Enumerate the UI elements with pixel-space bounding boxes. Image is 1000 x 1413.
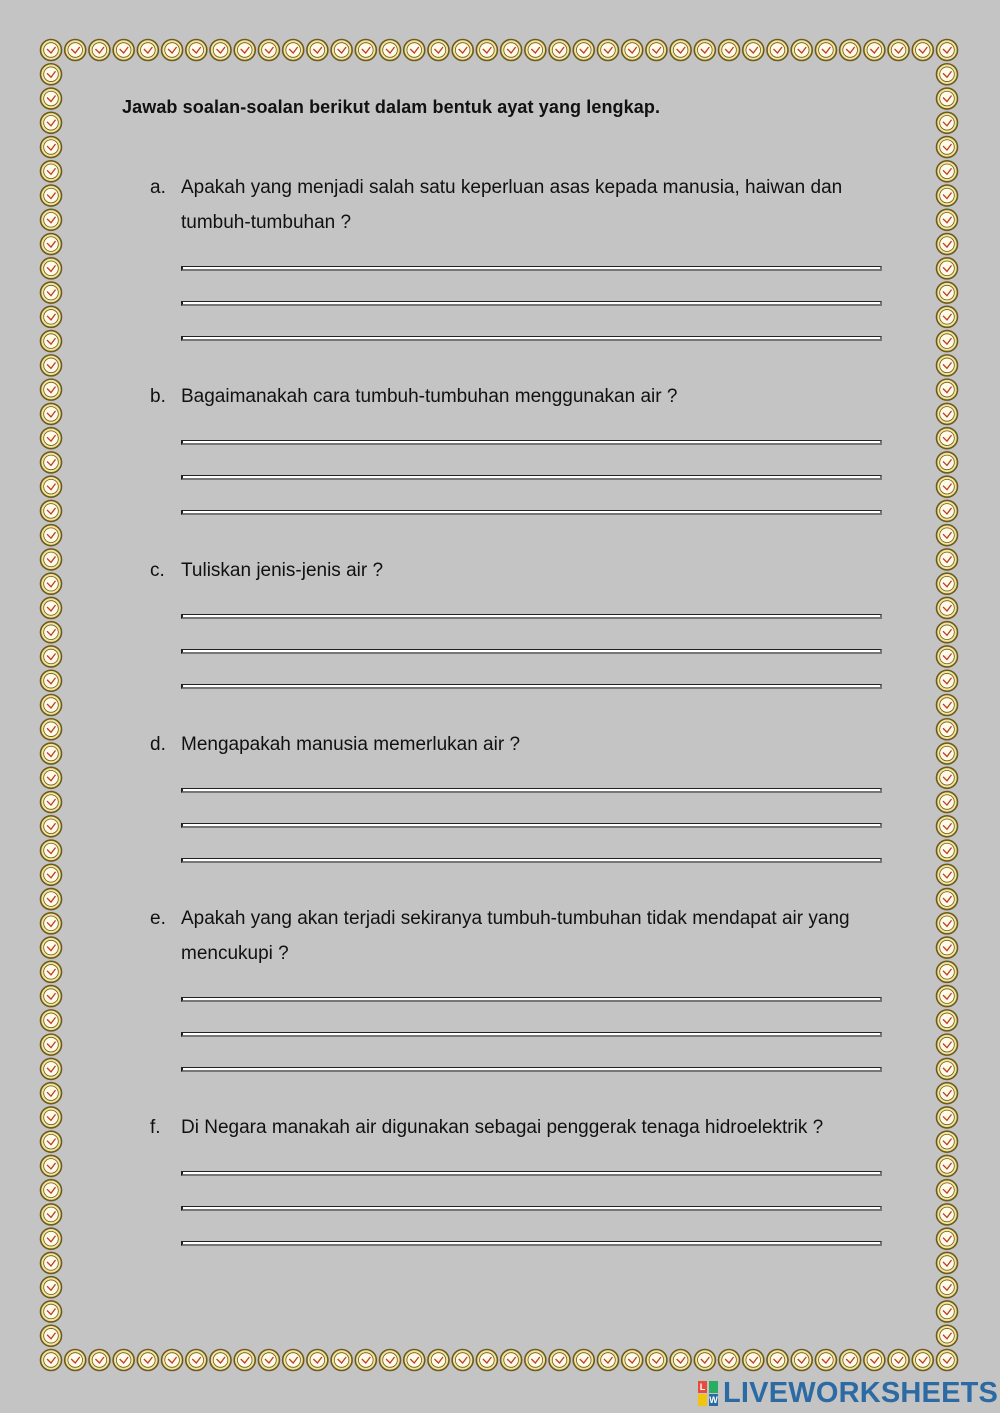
- question-text: Mengapakah manusia memerlukan air ?: [181, 734, 521, 755]
- answer-line[interactable]: [181, 475, 882, 480]
- clock-icon: [937, 1107, 958, 1128]
- clock-icon: [355, 40, 376, 61]
- brand-name: LIVEWORKSHEETS: [723, 1376, 999, 1409]
- clock-icon: [937, 1252, 958, 1273]
- clock-icon: [864, 1350, 885, 1371]
- clock-icon: [476, 40, 497, 61]
- clock-icon: [937, 306, 958, 327]
- clock-icon: [937, 792, 958, 813]
- question-letter: b.: [150, 386, 166, 407]
- clock-icon: [65, 1350, 86, 1371]
- clock-icon: [404, 40, 425, 61]
- question-letter: d.: [150, 734, 166, 755]
- clock-icon: [113, 1350, 134, 1371]
- liveworksheets-logo[interactable]: [698, 1376, 998, 1410]
- answer-line[interactable]: [181, 614, 882, 619]
- question-letter: c.: [150, 560, 165, 581]
- clock-icon: [937, 670, 958, 691]
- clock-icon: [767, 1350, 788, 1371]
- clock-icon: [549, 40, 570, 61]
- clock-icon: [937, 161, 958, 182]
- clock-icon: [41, 282, 62, 303]
- clock-icon: [937, 937, 958, 958]
- answer-line[interactable]: [181, 1032, 882, 1037]
- clock-icon: [791, 1350, 812, 1371]
- clock-icon: [137, 1350, 158, 1371]
- clock-icon: [937, 1180, 958, 1201]
- answer-line[interactable]: [181, 510, 882, 515]
- answer-line[interactable]: [181, 1206, 882, 1211]
- clock-icon: [162, 1350, 183, 1371]
- clock-icon: [428, 1350, 449, 1371]
- clock-icon: [41, 743, 62, 764]
- clock-icon: [937, 282, 958, 303]
- clock-icon: [937, 355, 958, 376]
- clock-icon: [41, 937, 62, 958]
- clock-icon: [41, 1204, 62, 1225]
- clock-icon: [937, 1034, 958, 1055]
- clock-icon: [331, 1350, 352, 1371]
- clock-icon: [937, 1010, 958, 1031]
- answer-line[interactable]: [181, 440, 882, 445]
- clock-icon: [186, 40, 207, 61]
- answer-line[interactable]: [181, 1241, 882, 1246]
- clock-icon: [694, 40, 715, 61]
- answer-line[interactable]: [181, 684, 882, 689]
- clock-icon: [525, 1350, 546, 1371]
- clock-icon: [937, 137, 958, 158]
- clock-icon: [307, 40, 328, 61]
- clock-icon: [65, 40, 86, 61]
- clock-icon: [41, 1083, 62, 1104]
- answer-line[interactable]: [181, 649, 882, 654]
- clock-icon: [234, 40, 255, 61]
- clock-icon: [41, 500, 62, 521]
- clock-icon: [355, 1350, 376, 1371]
- badge-block: [709, 1381, 718, 1393]
- clock-icon: [41, 792, 62, 813]
- clock-icon: [501, 1350, 522, 1371]
- answer-line[interactable]: [181, 1067, 882, 1072]
- clock-icon: [41, 1180, 62, 1201]
- clock-icon: [41, 549, 62, 570]
- clock-icon: [283, 40, 304, 61]
- clock-icon: [622, 40, 643, 61]
- clock-icon: [719, 1350, 740, 1371]
- clock-icon: [937, 379, 958, 400]
- clock-icon: [41, 403, 62, 424]
- clock-icon: [815, 1350, 836, 1371]
- clock-icon: [41, 913, 62, 934]
- clock-icon: [501, 40, 522, 61]
- question-text: Bagaimanakah cara tumbuh-tumbuhan menggunakan air ?: [181, 386, 678, 407]
- clock-icon: [937, 597, 958, 618]
- clock-icon: [41, 864, 62, 885]
- clock-icon: [937, 743, 958, 764]
- clock-icon: [428, 40, 449, 61]
- clock-icon: [41, 161, 62, 182]
- clock-icon: [137, 40, 158, 61]
- answer-line[interactable]: [181, 997, 882, 1002]
- clock-icon: [694, 1350, 715, 1371]
- clock-icon: [162, 40, 183, 61]
- clock-icon: [937, 258, 958, 279]
- clock-icon: [41, 137, 62, 158]
- clock-icon: [89, 40, 110, 61]
- question-text: Tuliskan jenis-jenis air ?: [181, 560, 384, 581]
- clock-icon: [41, 889, 62, 910]
- clock-icon: [888, 1350, 909, 1371]
- answer-line[interactable]: [181, 788, 882, 793]
- question-letter: e.: [150, 908, 166, 929]
- clock-icon: [283, 1350, 304, 1371]
- clock-icon: [767, 40, 788, 61]
- clock-icon: [937, 719, 958, 740]
- clock-icon: [89, 1350, 110, 1371]
- clock-icon: [41, 306, 62, 327]
- question-letter: a.: [150, 177, 166, 198]
- clock-icon: [41, 1325, 62, 1346]
- clock-icon: [937, 185, 958, 206]
- clock-icon: [937, 209, 958, 230]
- clock-icon: [937, 1325, 958, 1346]
- clock-icon: [476, 1350, 497, 1371]
- clock-icon: [791, 40, 812, 61]
- clock-icon: [186, 1350, 207, 1371]
- clock-icon: [573, 1350, 594, 1371]
- clock-icon: [937, 622, 958, 643]
- clock-icon: [41, 961, 62, 982]
- clock-icon: [41, 234, 62, 255]
- badge-block: [698, 1394, 707, 1406]
- clock-icon: [937, 816, 958, 837]
- badge-letter: L: [699, 1382, 706, 1392]
- clock-icon: [41, 695, 62, 716]
- answer-line[interactable]: [181, 858, 882, 863]
- clock-icon: [937, 646, 958, 667]
- clock-icon: [937, 525, 958, 546]
- clock-icon: [41, 355, 62, 376]
- instruction-heading: Jawab soalan-soalan berikut dalam bentuk ayat yang lengkap.: [122, 97, 661, 117]
- clock-icon: [937, 234, 958, 255]
- clock-icon: [234, 1350, 255, 1371]
- clock-icon: [937, 1083, 958, 1104]
- answer-line[interactable]: [181, 823, 882, 828]
- clock-icon: [41, 1107, 62, 1128]
- clock-icon: [41, 719, 62, 740]
- clock-icon: [41, 1131, 62, 1152]
- clock-icon: [937, 428, 958, 449]
- clock-icon: [41, 452, 62, 473]
- clock-icon: [864, 40, 885, 61]
- clock-icon: [743, 1350, 764, 1371]
- clock-icon: [210, 1350, 231, 1371]
- clock-icon: [41, 646, 62, 667]
- clock-icon: [41, 622, 62, 643]
- clock-icon: [573, 40, 594, 61]
- clock-icon: [41, 1252, 62, 1273]
- clock-icon: [937, 767, 958, 788]
- clock-icon: [840, 40, 861, 61]
- clock-icon: [41, 379, 62, 400]
- question-text: Apakah yang menjadi salah satu keperluan asas kepada manusia, haiwan dan tumbuh-tumbuhan ?: [181, 177, 843, 233]
- clock-icon: [41, 767, 62, 788]
- clock-icon: [41, 40, 62, 61]
- clock-icon: [937, 1350, 958, 1371]
- clock-icon: [307, 1350, 328, 1371]
- clock-icon: [41, 1228, 62, 1249]
- clock-icon: [597, 40, 618, 61]
- clock-icon: [937, 476, 958, 497]
- clock-icon: [937, 403, 958, 424]
- clock-icon: [937, 913, 958, 934]
- clock-icon: [41, 840, 62, 861]
- clock-icon: [404, 1350, 425, 1371]
- clock-icon: [41, 670, 62, 691]
- liveworksheets-badge-icon: [698, 1379, 720, 1407]
- clock-icon: [912, 40, 933, 61]
- clock-icon: [840, 1350, 861, 1371]
- clock-icon: [743, 40, 764, 61]
- clock-icon: [258, 1350, 279, 1371]
- clock-icon: [937, 1204, 958, 1225]
- clock-icon: [452, 40, 473, 61]
- question-letter: f.: [150, 1117, 161, 1138]
- clock-icon: [937, 1131, 958, 1152]
- clock-icon: [815, 40, 836, 61]
- clock-icon: [41, 816, 62, 837]
- clock-icon: [525, 40, 546, 61]
- answer-line[interactable]: [181, 1171, 882, 1176]
- clock-icon: [380, 1350, 401, 1371]
- clock-icon: [937, 961, 958, 982]
- question-text: Apakah yang akan terjadi sekiranya tumbuh-tumbuhan tidak mendapat air yang mencukupi ?: [181, 908, 850, 964]
- clock-icon: [41, 331, 62, 352]
- clock-icon: [670, 40, 691, 61]
- clock-icon: [937, 573, 958, 594]
- clock-icon: [41, 986, 62, 1007]
- clock-icon: [937, 1155, 958, 1176]
- badge-letter: W: [709, 1395, 718, 1405]
- question-text: Di Negara manakah air digunakan sebagai penggerak tenaga hidroelektrik ?: [181, 1117, 824, 1138]
- clock-icon: [597, 1350, 618, 1371]
- clock-icon: [331, 40, 352, 61]
- clock-icon: [41, 428, 62, 449]
- clock-icon: [937, 549, 958, 570]
- clock-icon: [41, 1350, 62, 1371]
- clock-icon: [937, 1277, 958, 1298]
- clock-icon: [937, 40, 958, 61]
- answer-line[interactable]: [181, 266, 882, 271]
- clock-icon: [41, 185, 62, 206]
- clock-icon: [41, 476, 62, 497]
- clock-icon: [41, 597, 62, 618]
- clock-icon: [912, 1350, 933, 1371]
- clock-icon: [41, 1034, 62, 1055]
- clock-icon: [937, 864, 958, 885]
- clock-icon: [41, 88, 62, 109]
- clock-icon: [937, 64, 958, 85]
- clock-icon: [937, 889, 958, 910]
- clock-icon: [937, 88, 958, 109]
- clock-icon: [113, 40, 134, 61]
- clock-icon: [41, 1277, 62, 1298]
- clock-icon: [41, 258, 62, 279]
- clock-icon: [258, 40, 279, 61]
- clock-icon: [41, 1155, 62, 1176]
- clock-icon: [210, 40, 231, 61]
- clock-icon: [646, 1350, 667, 1371]
- clock-icon: [937, 695, 958, 716]
- clock-icon: [937, 112, 958, 133]
- clock-icon: [41, 112, 62, 133]
- clock-icon: [937, 500, 958, 521]
- clock-icon: [646, 40, 667, 61]
- clock-icon: [937, 986, 958, 1007]
- clock-icon: [937, 840, 958, 861]
- clock-icon: [937, 1301, 958, 1322]
- clock-icon: [937, 452, 958, 473]
- clock-icon: [41, 64, 62, 85]
- clock-icon: [41, 1058, 62, 1079]
- clock-icon: [622, 1350, 643, 1371]
- clock-icon: [380, 40, 401, 61]
- clock-icon: [452, 1350, 473, 1371]
- clock-icon: [41, 1010, 62, 1031]
- clock-icon: [41, 1301, 62, 1322]
- clock-icon: [937, 1228, 958, 1249]
- clock-icon: [937, 1058, 958, 1079]
- answer-line[interactable]: [181, 301, 882, 306]
- clock-icon: [719, 40, 740, 61]
- clock-icon: [549, 1350, 570, 1371]
- clock-icon: [888, 40, 909, 61]
- clock-icon: [41, 525, 62, 546]
- clock-icon: [937, 331, 958, 352]
- clock-icon: [670, 1350, 691, 1371]
- clock-icon: [41, 209, 62, 230]
- clock-icon: [41, 573, 62, 594]
- answer-line[interactable]: [181, 336, 882, 341]
